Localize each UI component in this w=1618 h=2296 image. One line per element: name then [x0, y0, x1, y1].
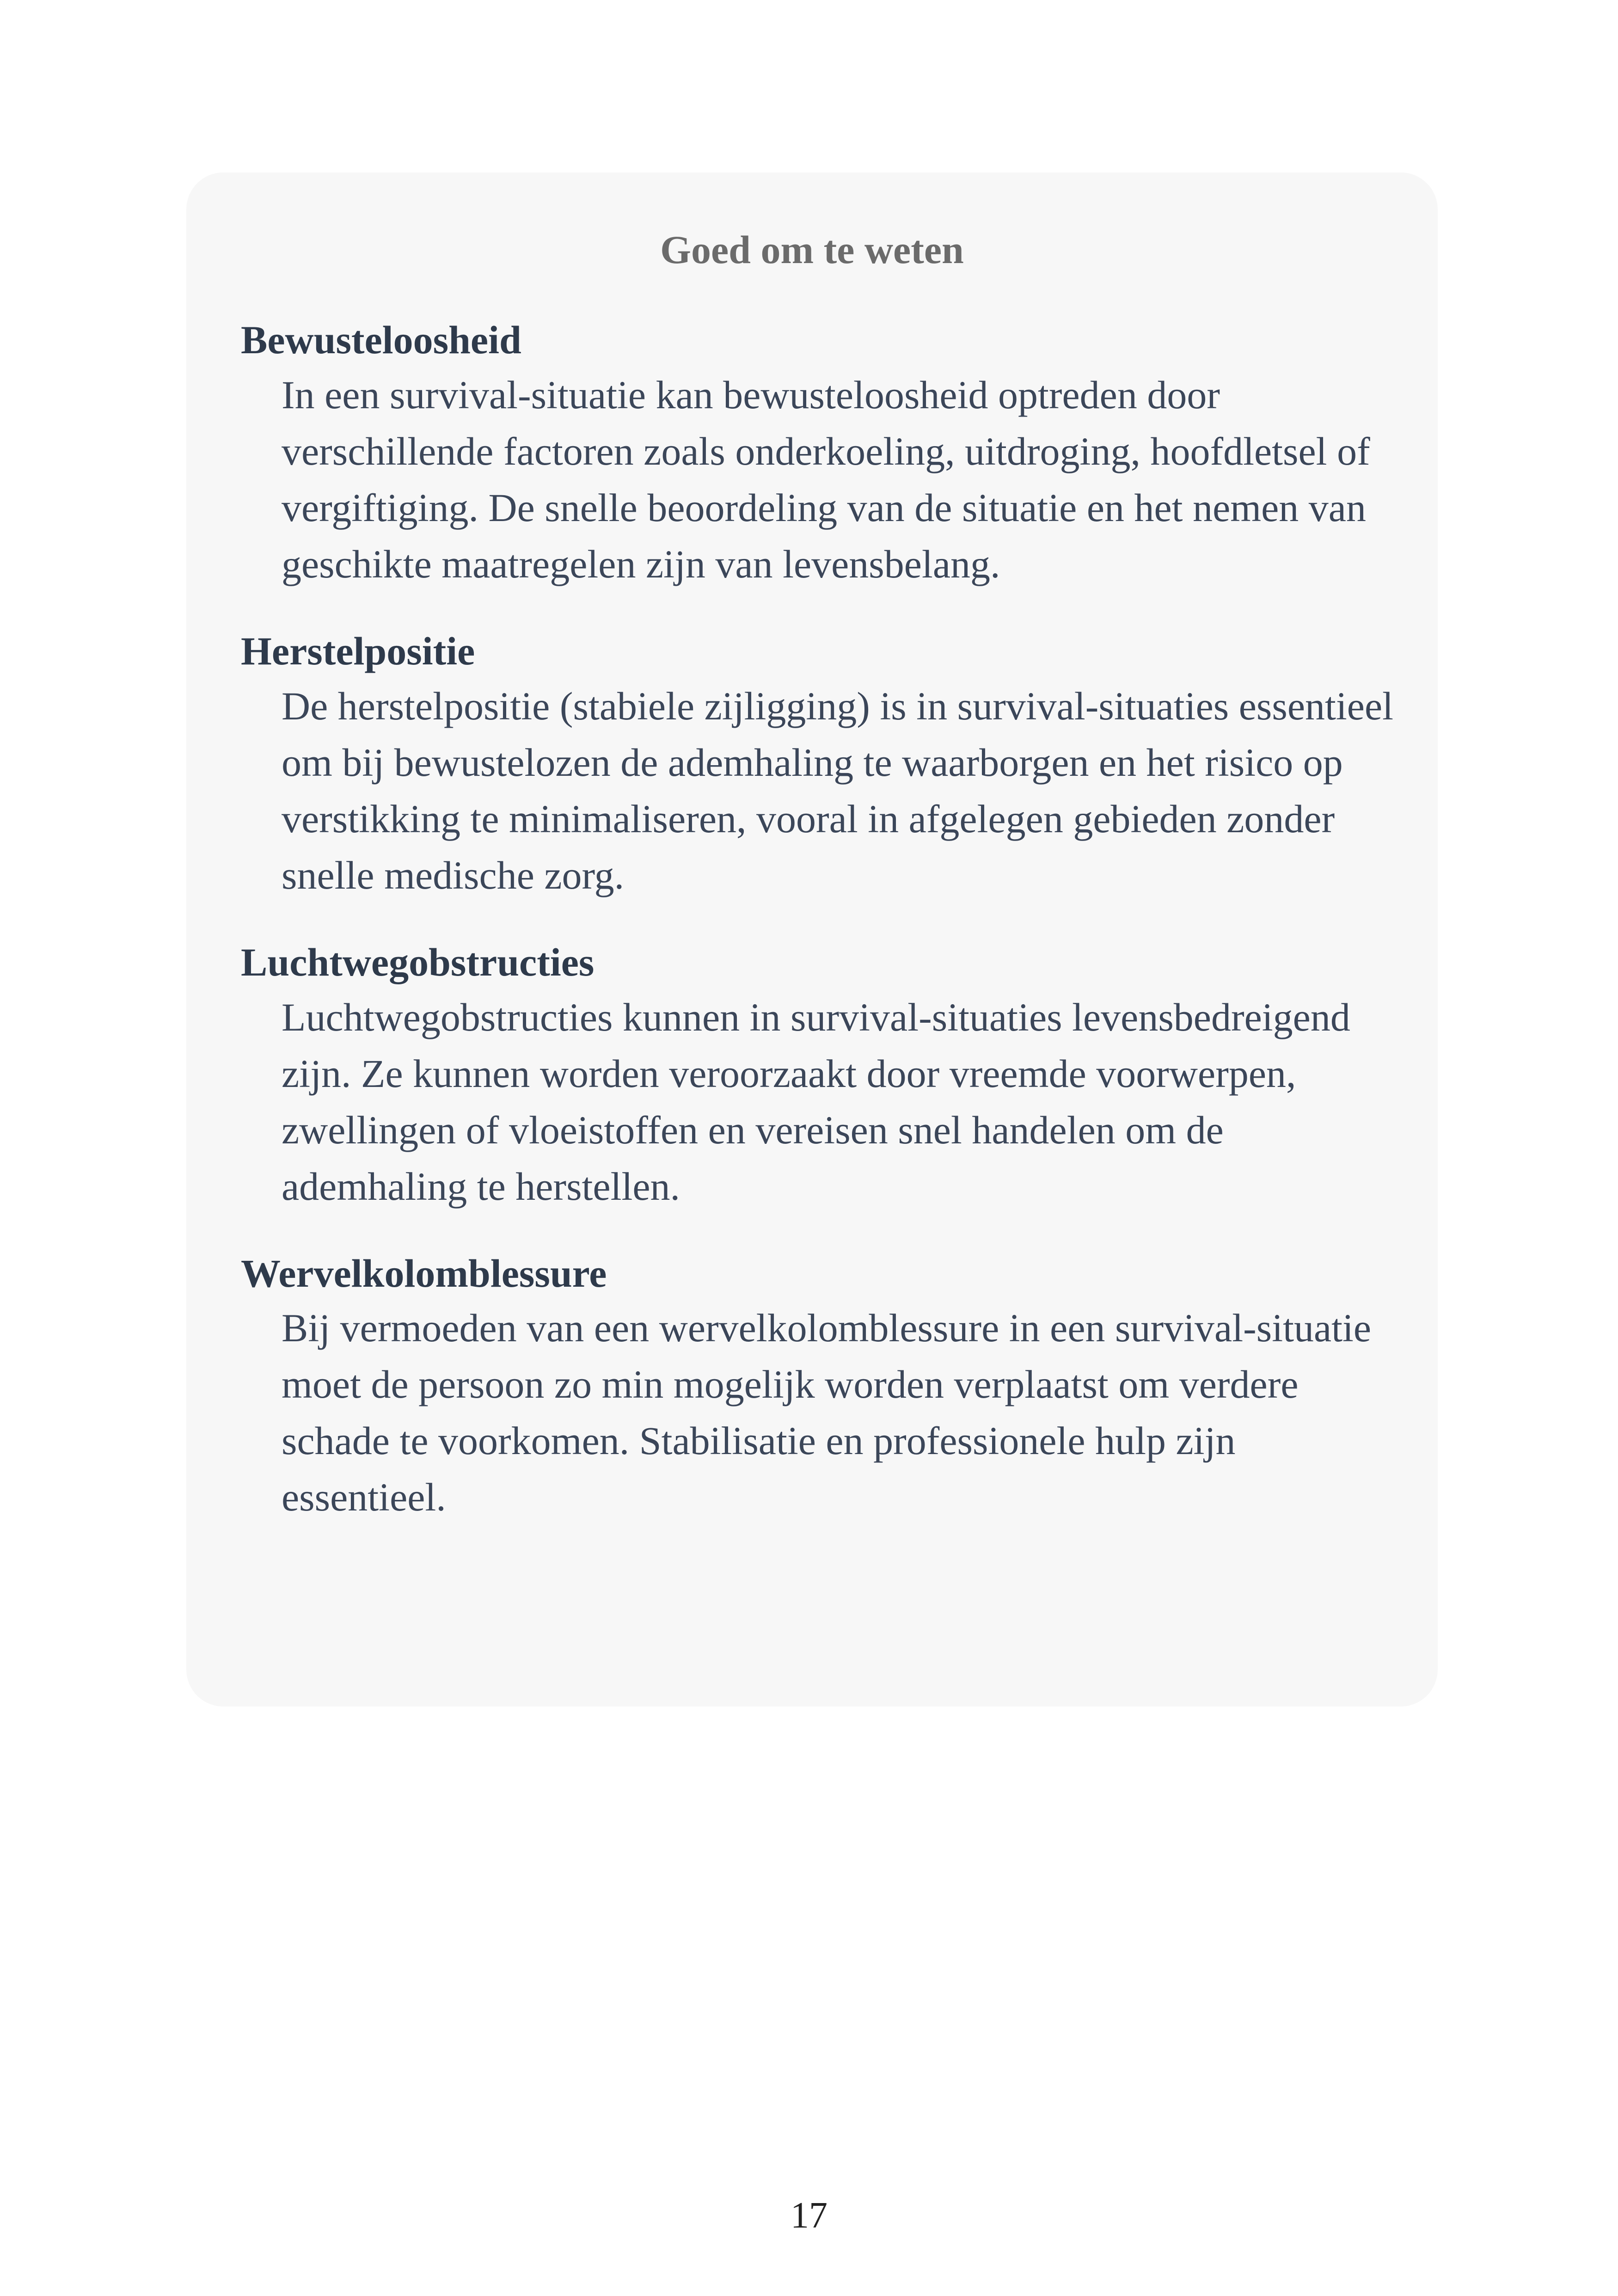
page-number: 17: [791, 2195, 827, 2236]
section-heading: Bewusteloosheid: [241, 317, 521, 362]
section-heading: Wervelkolomblessure: [241, 1251, 607, 1295]
section-luchtwegobstructies: [241, 939, 1438, 1215]
section-heading: Herstelpositie: [241, 628, 475, 673]
section-body: Luchtwegobstructies kunnen in survival-situaties levensbedreigend zijn. Ze kunnen worden veroorzaakt door vreemde voorwerpen, zwellingen of vloeistoffen en vereisen snel handelen om de ademhaling te herstellen.: [282, 995, 1350, 1209]
section-herstelpositie: [241, 628, 1438, 903]
section-wervelkolomblessure: [241, 1251, 1438, 1526]
info-box: [186, 172, 1438, 1707]
section-heading: Luchtwegobstructies: [241, 939, 594, 984]
section-body: De herstelpositie (stabiele zijligging) is in survival-situaties essentieel om bij bewustelozen de ademhaling te waarborgen en het risico op verstikking te minimaliseren, vooral in afgelegen gebieden zonder snelle medische zorg.: [282, 683, 1394, 897]
section-body: Bij vermoeden van een wervelkolomblessure in een survival-situatie moet de persoon zo min mogelijk worden verplaatst om verdere schade te voorkomen. Stabilisatie en professionele hulp zijn essentieel.: [282, 1306, 1372, 1520]
section-body: In een survival-situatie kan bewusteloosheid optreden door verschillende factoren zoals onderkoeling, uitdroging, hoofdletsel of vergiftiging. De snelle beoordeling van de situatie en het nemen van geschikte maatregelen zijn van levensbelang.: [282, 372, 1370, 586]
section-bewusteloosheid: [241, 317, 1438, 592]
box-title: Goed om te weten: [660, 227, 964, 272]
